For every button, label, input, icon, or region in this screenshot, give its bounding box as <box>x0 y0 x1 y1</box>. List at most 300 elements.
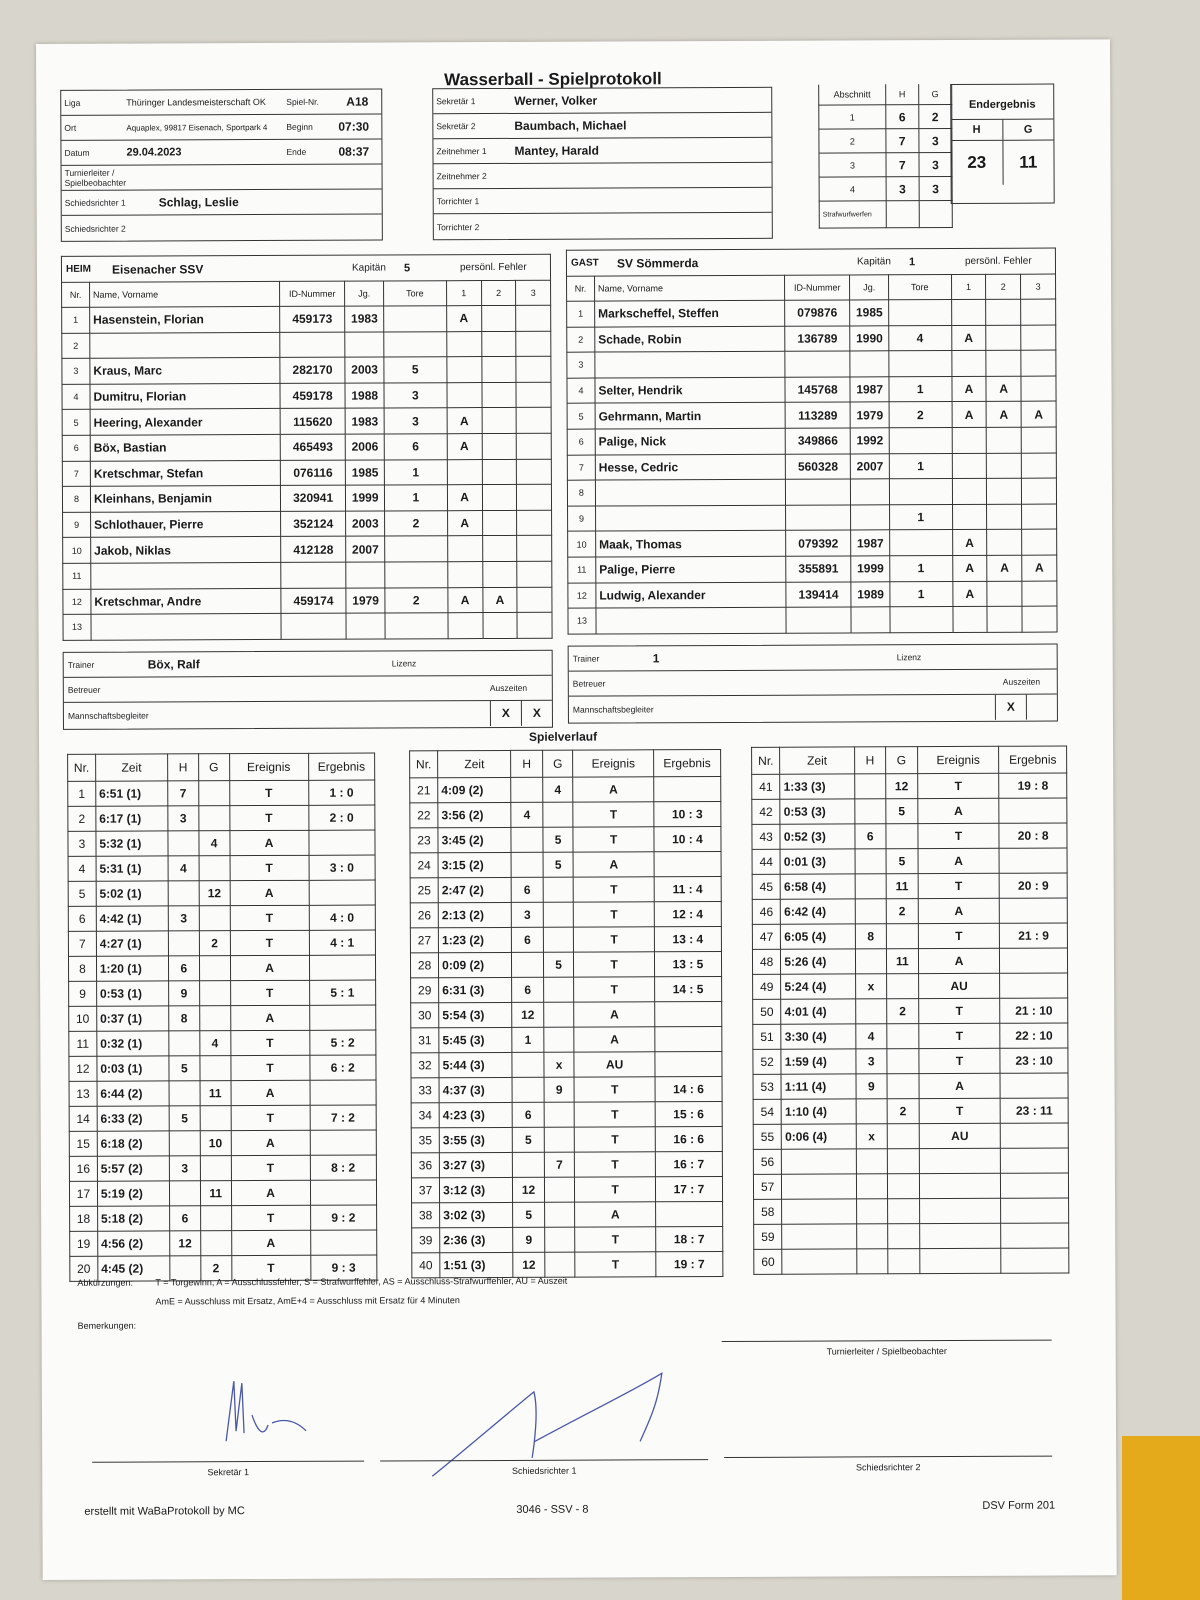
official-label: Torrichter 2 <box>436 221 480 232</box>
event-cell: 8 : 2 <box>310 1155 377 1180</box>
event-cell: 6:33 (2) <box>97 1106 169 1131</box>
event-cell <box>655 1202 722 1227</box>
event-row <box>410 952 721 978</box>
event-cell: 6 <box>512 927 543 952</box>
event-cell: 48 <box>752 949 780 974</box>
event-cell: 29 <box>411 978 439 1003</box>
home-team-name: Eisenacher SSV <box>111 261 204 277</box>
event-cell <box>199 806 230 831</box>
home-player-cell: Kretschmar, Andre <box>91 588 281 614</box>
event-row <box>68 780 375 806</box>
event-cell: 3:55 (3) <box>439 1127 512 1152</box>
home-player-cell <box>346 613 385 639</box>
guest-player-cell: 139414 <box>786 581 852 607</box>
guest-player-cell <box>987 606 1022 632</box>
event-row <box>752 823 1067 849</box>
event-cell: T <box>574 927 655 952</box>
home-player-cell <box>384 306 447 332</box>
event-cell: A <box>573 777 654 802</box>
guest-player-cell <box>889 351 952 377</box>
event-cell: 5 <box>886 799 918 824</box>
event-cell <box>856 1224 887 1249</box>
event-row <box>411 1177 722 1203</box>
home-player-cell <box>482 510 517 536</box>
event-cell: 6:58 (4) <box>780 874 854 899</box>
guest-player-cell <box>595 479 785 505</box>
event-cell: 5:24 (4) <box>781 974 855 999</box>
guest-player-cell: A <box>952 530 987 556</box>
event-cell <box>544 1252 575 1277</box>
event-cell: 6 <box>512 877 543 902</box>
period-cell: 3 <box>886 177 919 201</box>
period-row <box>819 129 952 154</box>
home-player-cell: Kraus, Marc <box>90 358 280 384</box>
guest-player-cell: 1987 <box>851 530 890 556</box>
event-cell: 9 <box>169 981 200 1006</box>
home-player-cell <box>481 357 516 383</box>
page-title: Wasserball - Spielprotokoll <box>444 69 662 90</box>
event-row <box>410 802 721 828</box>
event-row <box>69 1130 376 1156</box>
guest-player-cell: A <box>1022 555 1057 581</box>
turnierleiter-label: Turnierleiter / Spielbeobachter <box>64 167 127 188</box>
period-header-row <box>819 84 952 105</box>
event-cell: 5:57 (2) <box>97 1156 169 1181</box>
event-cell: T <box>231 1255 310 1280</box>
home-player-cell: 4 <box>62 384 90 410</box>
event-cell: 5:31 (1) <box>96 856 168 881</box>
event-cell: 1 <box>512 1027 543 1052</box>
home-player-cell: 1 <box>384 485 447 511</box>
period-cell: 3 <box>919 129 952 153</box>
event-cell: 28 <box>410 953 438 978</box>
event-cell <box>544 1227 575 1252</box>
home-player-row <box>62 459 551 487</box>
official-label: Zeitnehmer 2 <box>436 171 487 182</box>
event-cell: 5 <box>169 1056 200 1081</box>
period-cell: 6 <box>886 105 919 129</box>
home-player-cell <box>385 613 448 639</box>
event-cell <box>511 827 542 852</box>
guest-player-cell: 1 <box>890 581 953 607</box>
event-cell: 53 <box>753 1074 781 1099</box>
event-cell: 9 <box>544 1077 575 1102</box>
event-row <box>68 805 375 831</box>
guest-player-cell: A <box>952 402 987 428</box>
spielnr-label: Spiel-Nr. <box>286 96 319 107</box>
event-cell: T <box>574 902 655 927</box>
event-cell <box>512 952 543 977</box>
event-cell: 5:54 (3) <box>439 1002 512 1027</box>
guest-player-cell <box>952 504 987 530</box>
period-header-cell: G <box>919 84 952 105</box>
home-player-cell <box>345 332 384 358</box>
penalty-cell-guest <box>919 201 952 228</box>
home-label: HEIM <box>65 263 92 275</box>
event-cell: T <box>917 773 999 798</box>
event-cell: A <box>231 1080 310 1105</box>
event-cell: 58 <box>754 1199 782 1224</box>
event-cell: 4 <box>200 1031 231 1056</box>
event-cell: 42 <box>752 799 780 824</box>
guest-player-cell: 2 <box>889 402 952 428</box>
home-player-cell: Böx, Bastian <box>90 434 280 460</box>
event-row <box>752 873 1067 899</box>
period-cell: 2 <box>919 105 952 129</box>
event-cell: 6:31 (3) <box>439 977 512 1002</box>
ort-value: Aquaplex, 99817 Eisenach, Sportpark 4 <box>126 122 268 133</box>
event-cell: 3:45 (2) <box>438 827 511 852</box>
home-player-cell <box>483 613 518 639</box>
event-cell: T <box>230 1055 309 1080</box>
guest-player-cell <box>1022 529 1057 555</box>
home-license-label: Lizenz <box>391 658 417 669</box>
guest-player-cell <box>851 479 890 505</box>
event-cell: 44 <box>752 849 780 874</box>
event-cell <box>1001 1123 1069 1148</box>
guest-roster-header-cell: Tore <box>888 275 951 300</box>
home-player-cell: 2 <box>385 587 448 613</box>
event-cell: AU <box>574 1052 655 1077</box>
events-header-cell: Ereignis <box>573 750 654 777</box>
events-header-cell: Ergebnis <box>653 750 720 777</box>
event-cell <box>854 774 885 799</box>
event-cell: 52 <box>753 1049 781 1074</box>
datum-value: 29.04.2023 <box>126 146 182 159</box>
event-cell: A <box>231 1230 310 1255</box>
guest-player-cell <box>889 479 952 505</box>
event-cell: 0:03 (1) <box>97 1056 169 1081</box>
sr2-label: Schiedsrichter 2 <box>64 223 126 234</box>
events-header-cell: Ergebnis <box>308 753 375 780</box>
event-cell: T <box>230 1030 309 1055</box>
event-cell: 35 <box>411 1128 439 1153</box>
event-cell: 1:51 (3) <box>440 1252 513 1277</box>
event-row <box>754 1248 1069 1274</box>
event-cell: 21 : 9 <box>1000 923 1068 948</box>
event-row <box>411 977 722 1003</box>
event-cell: 20 <box>70 1256 98 1281</box>
home-player-cell <box>448 613 483 639</box>
event-cell <box>543 802 574 827</box>
guest-player-cell: Maak, Thomas <box>596 531 786 557</box>
event-row <box>411 1152 722 1178</box>
event-cell <box>655 1052 722 1077</box>
period-cell: 7 <box>886 153 919 177</box>
event-cell <box>1000 973 1068 998</box>
event-cell <box>855 949 886 974</box>
home-player-cell: 5 <box>384 357 447 383</box>
guest-player-cell <box>952 606 987 632</box>
final-home-score: 23 <box>951 141 1003 185</box>
guest-player-cell: 6 <box>567 429 595 455</box>
home-player-cell: 352124 <box>280 511 346 537</box>
event-cell <box>543 1027 574 1052</box>
event-row <box>753 1148 1068 1174</box>
event-cell: A <box>575 1202 656 1227</box>
event-cell: A <box>918 798 1000 823</box>
event-cell <box>544 1102 575 1127</box>
penalty-label: Strafwurfwerfen <box>819 201 886 228</box>
event-cell: 18 : 7 <box>656 1227 723 1252</box>
guest-player-cell <box>889 427 952 453</box>
event-cell: 2:47 (2) <box>438 877 511 902</box>
event-cell: 1:20 (1) <box>96 956 168 981</box>
guest-roster-table <box>566 274 1058 635</box>
event-cell <box>169 1031 200 1056</box>
event-cell: 15 <box>69 1131 97 1156</box>
event-row <box>752 923 1067 949</box>
home-player-cell: Kretschmar, Stefan <box>90 460 280 486</box>
event-row <box>752 948 1067 974</box>
event-cell: 2 <box>201 1256 232 1281</box>
event-cell <box>1001 1223 1069 1248</box>
event-cell: 43 <box>752 824 780 849</box>
event-cell: 59 <box>754 1224 782 1249</box>
event-cell: 4 <box>855 1024 886 1049</box>
event-cell <box>887 1174 919 1199</box>
event-row <box>412 1202 723 1228</box>
home-player-cell <box>482 485 517 511</box>
event-cell <box>856 1174 887 1199</box>
home-player-cell <box>517 510 552 536</box>
home-player-row <box>62 305 551 333</box>
event-cell <box>310 1130 377 1155</box>
event-cell <box>543 977 574 1002</box>
home-player-row <box>62 484 551 512</box>
event-cell: T <box>230 980 309 1005</box>
event-cell <box>856 1099 887 1124</box>
guest-player-cell: A <box>1021 401 1056 427</box>
guest-player-cell <box>851 607 890 633</box>
abbreviations-line-1: T = Torgewinn, A = Ausschlussfehler, S = Strafwurffehler, AS = Ausschluss-Strafwurffehler, AU = Auszeit <box>155 1275 568 1288</box>
event-cell <box>856 1199 887 1224</box>
guest-player-cell: 5 <box>567 403 595 429</box>
home-player-cell: 9 <box>63 512 91 538</box>
event-cell: T <box>230 930 309 955</box>
home-player-row <box>63 561 552 589</box>
guest-player-cell <box>1021 376 1056 402</box>
events-table-1 <box>67 753 377 1282</box>
spielverlauf-heading: Spielverlauf <box>528 729 598 744</box>
event-cell: 49 <box>753 974 781 999</box>
event-row <box>752 898 1067 924</box>
home-player-cell: 1988 <box>345 383 384 409</box>
home-player-cell <box>517 408 552 434</box>
event-cell: 3:27 (3) <box>439 1152 512 1177</box>
event-cell: A <box>230 880 309 905</box>
event-row <box>69 1005 376 1031</box>
events-header-cell: G <box>198 754 229 781</box>
event-cell: A <box>574 1027 655 1052</box>
home-player-cell: 3 <box>384 382 447 408</box>
event-cell: 5 : 2 <box>309 1030 376 1055</box>
event-cell: AU <box>919 1123 1001 1148</box>
event-row <box>410 877 721 903</box>
event-cell: 24 <box>410 853 438 878</box>
events-header-cell: Ereignis <box>917 746 999 773</box>
home-trainer-label: Trainer <box>67 659 95 670</box>
event-cell: 3 <box>168 906 199 931</box>
adhesive-tape <box>1122 1436 1200 1600</box>
event-cell <box>512 1077 543 1102</box>
event-cell: 16 <box>69 1156 97 1181</box>
home-player-cell: Kleinhans, Benjamin <box>90 486 280 512</box>
event-cell <box>887 1049 919 1074</box>
period-cell: 1 <box>819 105 886 129</box>
event-cell: 4 <box>199 831 230 856</box>
event-cell: T <box>574 952 655 977</box>
home-fouls-label: persönl. Fehler <box>459 261 527 274</box>
event-cell: 4 <box>542 777 573 802</box>
event-cell <box>888 1249 920 1274</box>
event-cell <box>169 1081 200 1106</box>
event-cell: A <box>229 830 308 855</box>
guest-roster-header-cell: 1 <box>951 274 986 299</box>
guest-player-cell: 1 <box>889 376 952 402</box>
home-player-row <box>62 382 551 410</box>
guest-player-cell <box>1021 299 1056 325</box>
guest-player-cell <box>851 505 890 531</box>
match-info-box <box>60 88 383 241</box>
home-player-cell <box>281 562 347 588</box>
guest-player-row <box>567 299 1056 327</box>
event-cell: 6:17 (1) <box>96 806 168 831</box>
event-cell: 4:23 (3) <box>439 1102 512 1127</box>
home-player-cell: Jakob, Niklas <box>91 537 281 563</box>
final-score-box <box>950 84 1055 204</box>
guest-player-cell: 1 <box>889 504 952 530</box>
event-cell <box>199 906 230 931</box>
events-header-cell: Nr. <box>752 747 780 774</box>
event-cell: 18 <box>70 1206 98 1231</box>
guest-player-cell <box>987 478 1022 504</box>
guest-player-cell <box>1022 478 1057 504</box>
home-captain-label: Kapitän <box>351 262 386 274</box>
home-player-cell: 12 <box>63 589 91 615</box>
event-row <box>69 1105 376 1131</box>
event-cell <box>1000 948 1068 973</box>
guest-player-cell <box>987 581 1022 607</box>
event-cell: 5 <box>543 952 574 977</box>
guest-player-cell: 13 <box>568 608 596 634</box>
event-cell: 9 <box>513 1227 544 1252</box>
liga-value: Thüringer Landesmeisterschaft OK <box>126 96 266 108</box>
guest-player-cell <box>1022 504 1057 530</box>
event-cell: 9 <box>856 1074 887 1099</box>
home-player-cell <box>516 356 551 382</box>
event-cell: A <box>919 1073 1001 1098</box>
guest-timeout-1: X <box>995 695 1026 720</box>
event-cell: 8 <box>169 1006 200 1031</box>
event-cell <box>200 1231 231 1256</box>
guest-player-cell: 4 <box>567 378 595 404</box>
home-roster-header-cell: ID-Nummer <box>279 281 345 306</box>
guest-player-cell <box>986 325 1021 351</box>
guest-player-cell: 2007 <box>851 453 890 479</box>
home-player-cell: 459178 <box>280 383 346 409</box>
event-cell: 47 <box>752 924 780 949</box>
official-label: Sekretär 1 <box>436 96 476 107</box>
guest-player-cell <box>850 351 889 377</box>
period-cell: 4 <box>819 177 886 201</box>
event-cell <box>999 848 1067 873</box>
event-cell: 19 : 8 <box>999 773 1067 798</box>
home-player-cell <box>91 614 281 640</box>
event-cell: 3 <box>169 1156 200 1181</box>
event-cell: 41 <box>752 774 780 799</box>
guest-player-cell <box>785 351 851 377</box>
home-player-cell <box>447 357 482 383</box>
event-cell <box>855 874 886 899</box>
event-cell: 6 <box>513 1102 544 1127</box>
guest-player-cell: 1989 <box>851 581 890 607</box>
event-cell: 38 <box>412 1203 440 1228</box>
event-cell: 5 <box>543 827 574 852</box>
event-cell: 10 <box>69 1006 97 1031</box>
home-trainer-name: Böx, Ralf <box>147 657 200 672</box>
event-cell: A <box>574 852 655 877</box>
event-cell: 11 : 4 <box>654 877 721 902</box>
event-cell: 5:02 (1) <box>96 881 168 906</box>
event-cell <box>168 881 199 906</box>
event-row <box>753 1048 1068 1074</box>
home-player-row <box>63 510 552 538</box>
event-cell <box>200 1106 231 1131</box>
home-player-cell: A <box>447 434 482 460</box>
guest-player-row <box>567 325 1056 353</box>
events-header-cell: Ergebnis <box>999 746 1067 773</box>
guest-player-cell: 349866 <box>785 428 851 454</box>
period-cell: 3 <box>919 177 952 201</box>
event-cell: 0:37 (1) <box>97 1006 169 1031</box>
event-cell: 1:23 (2) <box>438 927 511 952</box>
home-player-cell: 8 <box>62 486 90 512</box>
event-cell: 16 : 7 <box>655 1152 722 1177</box>
home-player-cell: A <box>447 510 482 536</box>
event-cell: 2:13 (2) <box>438 902 511 927</box>
event-cell <box>1000 898 1068 923</box>
event-cell: 6:42 (4) <box>781 899 855 924</box>
home-player-row <box>62 408 551 436</box>
event-row <box>68 930 375 956</box>
event-cell: 13 <box>69 1081 97 1106</box>
event-cell: 0:01 (3) <box>780 849 854 874</box>
guest-player-cell: 079876 <box>784 300 850 326</box>
event-cell: T <box>574 1077 655 1102</box>
guest-player-row <box>568 581 1057 609</box>
guest-player-cell <box>890 607 953 633</box>
event-cell: 6 <box>512 977 543 1002</box>
beginn-value: 07:30 <box>338 119 370 134</box>
guest-player-cell: 12 <box>568 583 596 609</box>
guest-trainer-name: 1 <box>652 651 660 666</box>
event-cell: 5:32 (1) <box>96 831 168 856</box>
event-cell: 45 <box>752 874 780 899</box>
event-cell: 5 <box>68 881 96 906</box>
guest-player-cell: 1987 <box>850 377 889 403</box>
event-cell: 1:11 (4) <box>781 1074 855 1099</box>
event-cell: 22 : 10 <box>1000 1023 1068 1048</box>
event-cell: x <box>544 1052 575 1077</box>
event-cell: A <box>918 948 1000 973</box>
event-cell <box>310 1230 377 1255</box>
event-row <box>412 1252 723 1278</box>
event-cell: T <box>231 1205 310 1230</box>
home-player-cell <box>517 433 552 459</box>
event-cell <box>543 877 574 902</box>
events-header-cell: Zeit <box>780 747 854 774</box>
